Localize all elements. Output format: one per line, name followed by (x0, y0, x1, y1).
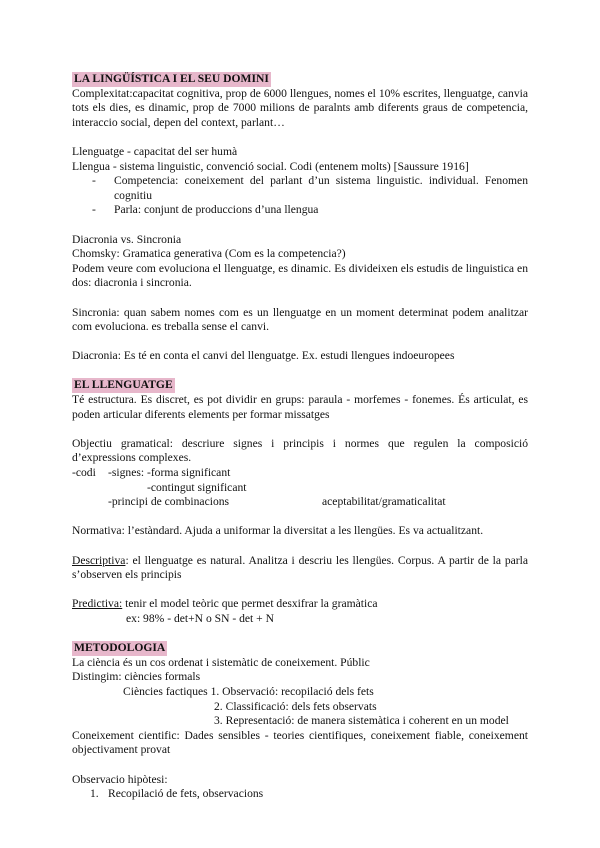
row-representacio (72, 714, 528, 729)
row-factiques (72, 685, 528, 700)
row-classificacio (72, 700, 528, 715)
paragraph-podem: Podem veure com evoluciona el llenguatge, es dinamic. Es divideixen els estudis de linguistica en dos: diacronia i sincronia. (72, 261, 528, 290)
label-acceptabilitat: aceptabilitat/gramaticalitat (322, 495, 446, 509)
section-heading-metodologia: METODOLOGIA (74, 641, 166, 655)
line-representacio: 3. Representació: de manera sistemàtica i coherent en un model (214, 714, 509, 728)
label-signes: -signes: -forma significant (108, 466, 231, 480)
paragraph-coneixement: Coneixement cientific: Dades sensibles - teories cientifiques, coneixement fiable, coneixement objectivament provat (72, 728, 528, 757)
paragraph-normativa: Normativa: l’estàndard. Ajuda a uniformar la diversitat a les llengües. Es va actualitzant. (72, 524, 484, 538)
row-contingut (72, 481, 528, 496)
line-chomsky: Chomsky: Gramatica generativa (Com es la competencia?) (72, 247, 346, 261)
numbered-list (72, 787, 528, 802)
row-codi-signes (72, 466, 528, 481)
list-item-parla: - Parla: conjunt de produccions d’una llengua (92, 203, 319, 217)
label-predictiva: Predictiva: (72, 597, 123, 611)
document-page (72, 72, 528, 802)
dash-list (72, 174, 528, 218)
paragraph-complexitat: Complexitat:capacitat cognitiva, prop de 6000 llengues, nomes el 10% escrites, llenguatge, canvia tots els dies, es dinamic, prop de 7000 milions de paralnts amb diferents graus de competencia, interaccio social, depen del context, parlant… (72, 86, 528, 129)
line-ciencia: La ciència és un cos ordenat i sistemàtic de coneixement. Públic (72, 655, 370, 669)
list-item-competencia: - Competencia: coneixement del parlant d’un sistema linguistic. individual. Fenomen cognitiu (92, 174, 528, 202)
example-formula: ex: 98% - det+N o SN - det + N (126, 611, 274, 625)
paragraph-diacronia: Diacronia: Es té en conta el canvi del llenguatge. Ex. estudi llengues indoeuropees (72, 349, 455, 363)
line-ciencies-factiques: Ciències factiques 1. Observació: recopilació dels fets (123, 684, 374, 698)
line-distingim: Distingim: ciències formals (72, 670, 201, 684)
line-llenguatge: Llenguatge - capacitat del ser humà (72, 144, 238, 158)
paragraph-sincronia: Sincronia: quan sabem nomes com es un llenguatge en un moment determinat podem analitzar com evoluciona. es treballa sense el canvi. (72, 305, 528, 334)
paragraph-descriptiva: Descriptiva: el llenguatge es natural. Analitza i descriu les llengües. Corpus. A partir de la parla s’observen els principis (72, 553, 528, 582)
line-llengua: Llengua - sistema linguistic, convenció social. Codi (entenem molts) [Saussure 1916] (72, 159, 469, 173)
label-descriptiva: Descriptiva (72, 553, 126, 567)
line-diacronia-vs-sincronia: Diacronia vs. Sincronia (72, 232, 182, 246)
paragraph-objectiu: Objectiu gramatical: descriure signes i principis i normes que regulen la composició d’expressions complexes. (72, 436, 528, 465)
line-classificacio: 2. Classificació: dels fets observats (214, 699, 377, 713)
section-heading-llenguatge: EL LLENGUATGE (74, 378, 173, 392)
paragraph-estructura: Té estructura. Es discret, es pot dividir en grups: paraula - morfemes - fonemes. És articulat, es poden articular diferents elements per formar missatges (72, 393, 528, 421)
label-codi: -codi (72, 466, 96, 480)
paragraph-predictiva: Predictiva: tenir el model teòric que permet desxifrar la gramàtica (72, 597, 378, 611)
list-item-step-1: 1. Recopilació de fets, observacions (90, 787, 264, 801)
label-contingut: -contingut significant (147, 480, 247, 494)
row-example (72, 612, 528, 627)
row-principi (72, 495, 528, 510)
line-observacio-hipotesi: Observacio hipòtesi: (72, 772, 168, 786)
section-heading-linguistica: LA LINGÜÍSTICA I EL SEU DOMINI (74, 72, 269, 85)
label-principi: -principi de combinacions (108, 495, 230, 509)
